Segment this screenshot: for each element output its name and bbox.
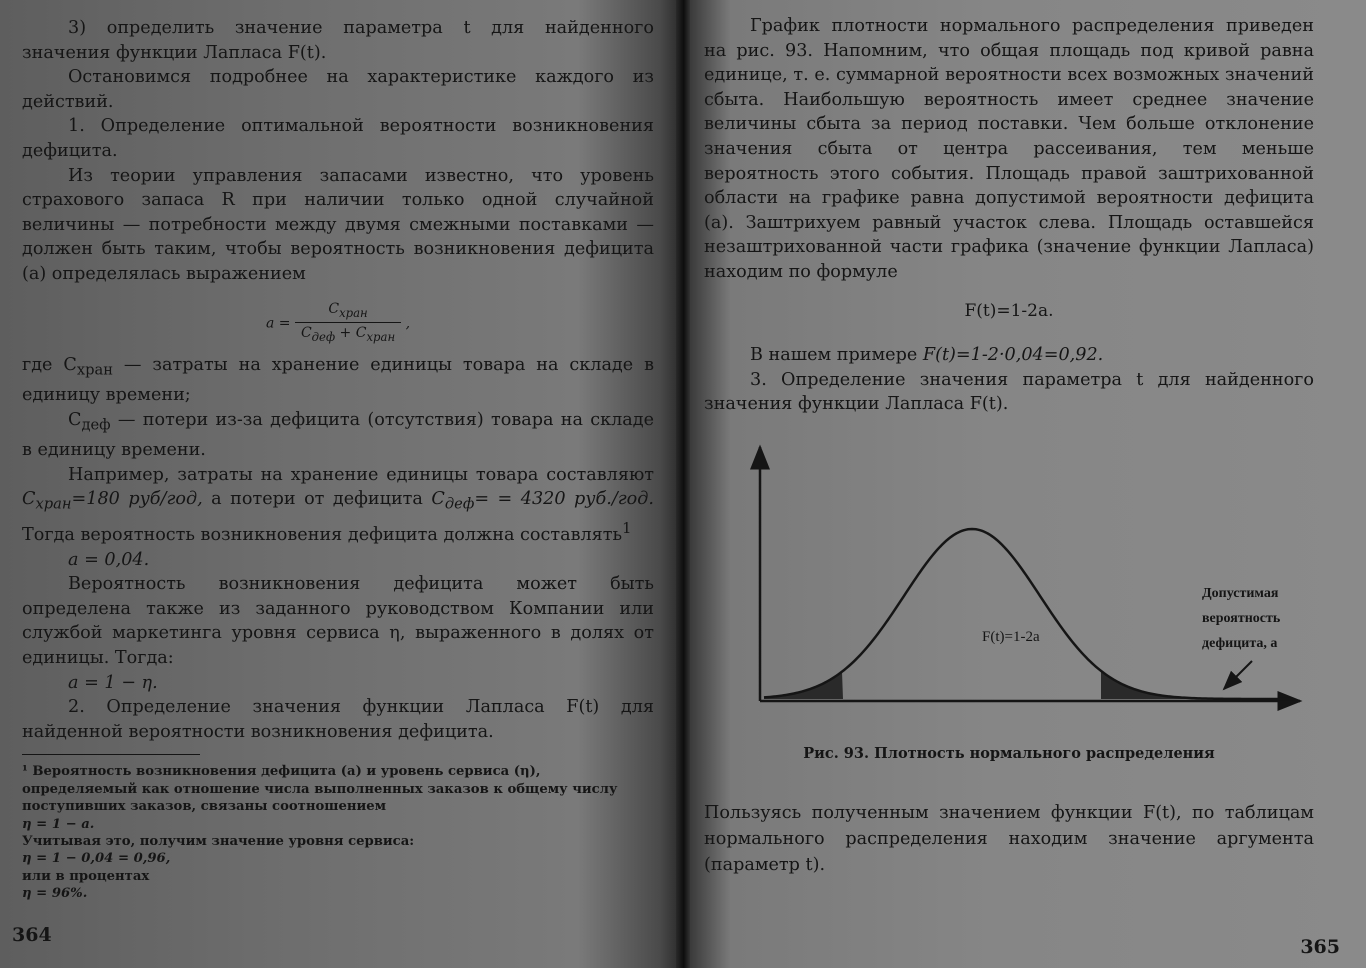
- inner-formula-label: F(t)=1-2a: [982, 628, 1040, 645]
- page-number-left: 364: [12, 924, 52, 946]
- formula-lhs: a =: [265, 314, 291, 331]
- figure-caption: Рис. 93. Плотность нормального распределения: [803, 744, 1215, 762]
- storage-cost-definition: где $C_{хран}$ — затраты на хранение единицы товара на складе в единицу времени;: [22, 355, 654, 406]
- footnote: [22, 763, 654, 902]
- formula-comma: ,: [405, 314, 411, 331]
- page-number-right: 365: [1300, 936, 1340, 958]
- example-paragraph: Например, затраты на хранение единицы товара составляют $C_{хран}=180$ руб/год, а потери от дефицита $C_{деф}= = 4320$ руб./год. Тогда вероятность возникновения дефицита должна составлять$^1$: [22, 464, 654, 546]
- left-page: [0, 0, 680, 968]
- formula-numerator: $C_{хран}$: [295, 299, 401, 324]
- formula-fraction: [295, 299, 401, 348]
- deficit-probability-formula: [22, 299, 654, 348]
- footnote-text: ¹ Вероятность возникновения дефицита (а) и уровень сервиса (η), определяемый как отношение числа выполненных заказов к общему числу поступивших заказов, связаны соотношением: [22, 764, 618, 815]
- annotation-line-3: дефицита, а: [1202, 635, 1278, 651]
- theory-paragraph: Из теории управления запасами известно, что уровень страхового запаса R при наличии только одной случайной величины — потребности между двумя смежными поставками — должен быть таким, чтобы вероятность возникновения дефицита (а) определялась выражением: [22, 165, 654, 284]
- right-tail-shading: [1101, 671, 1294, 699]
- annotation-arrow: [1224, 661, 1252, 689]
- right-page-body: [704, 14, 1314, 417]
- density-graph-paragraph: График плотности нормального распределения приведен на рис. 93. Напомним, что общая площадь под кривой равна единице, т. е. суммарной вероятности всех возможных значений сбыта. Наибольшую вероятность имеет среднее значение величины сбыта за период поставки. Чем больше отклонение значения сбыта от центра рассеивания, тем меньше вероятность этого события. Площадь правой заштрихованной области на графике равна допустимой вероятности дефицита (а). Заштрихуем равный участок слева. Площадь оставшейся незаштрихованной части графика (значение функции Лапласа) находим по формуле: [704, 16, 1314, 282]
- footnote-formula-1: η = 1 − a.: [22, 816, 95, 832]
- section-2-heading: 2. Определение значения функции Лапласа F(t) для найденной вероятности возникновения дефицита.: [22, 697, 654, 742]
- laplace-formula: F(t)=1-2a.: [964, 300, 1054, 321]
- footnote-divider: [22, 754, 200, 755]
- deficit-loss-definition: $C_{деф}$ — потери из-за дефицита (отсутствия) товара на складе в единицу времени.: [22, 409, 654, 460]
- conclusion-paragraph: Пользуясь полученным значением функции F(t), по таблицам нормального распределения находим значение аргумента (параметр t).: [704, 802, 1314, 875]
- example-result: a = 0,04.: [68, 549, 150, 570]
- formula-denominator: $C_{деф} + C_{хран}$: [300, 325, 396, 345]
- service-level-paragraph: Вероятность возникновения дефицита может быть определена также из заданного руководством Компании или службой маркетинга уровня сервиса η, выраженного в долях от единицы. Тогда:: [22, 574, 654, 669]
- section-1-heading: 1. Определение оптимальной вероятности возникновения дефицита.: [22, 116, 654, 161]
- intro-paragraph: Остановимся подробнее на характеристике каждого из действий.: [22, 67, 654, 112]
- right-page: [690, 0, 1366, 968]
- example-calculation: В нашем примере F(t)=1-2·0,04=0,92.: [750, 345, 1104, 366]
- step-3-text: 3) определить значение параметра t для найденного значения функции Лапласа F(t).: [22, 18, 654, 63]
- left-tail-shading: [764, 672, 843, 699]
- section-3-heading: 3. Определение значения параметра t для найденного значения функции Лапласа F(t).: [704, 369, 1314, 415]
- normal-curve-plot: [704, 439, 1304, 739]
- annotation-line-2: вероятность: [1202, 610, 1281, 626]
- footnote-formula-2: η = 1 − 0,04 = 0,96,: [22, 851, 171, 867]
- normal-distribution-figure: [704, 439, 1304, 739]
- annotation-line-1: Допустимая: [1202, 585, 1279, 601]
- footnote-formula-3: η = 96%.: [22, 886, 88, 902]
- book-gutter: [676, 0, 690, 968]
- service-level-formula: a = 1 − η.: [68, 672, 158, 693]
- footnote-text-3: или в процентах: [22, 868, 150, 884]
- left-page-body: [22, 16, 654, 744]
- footnote-text-2: Учитывая это, получим значение уровня сервиса:: [22, 834, 415, 850]
